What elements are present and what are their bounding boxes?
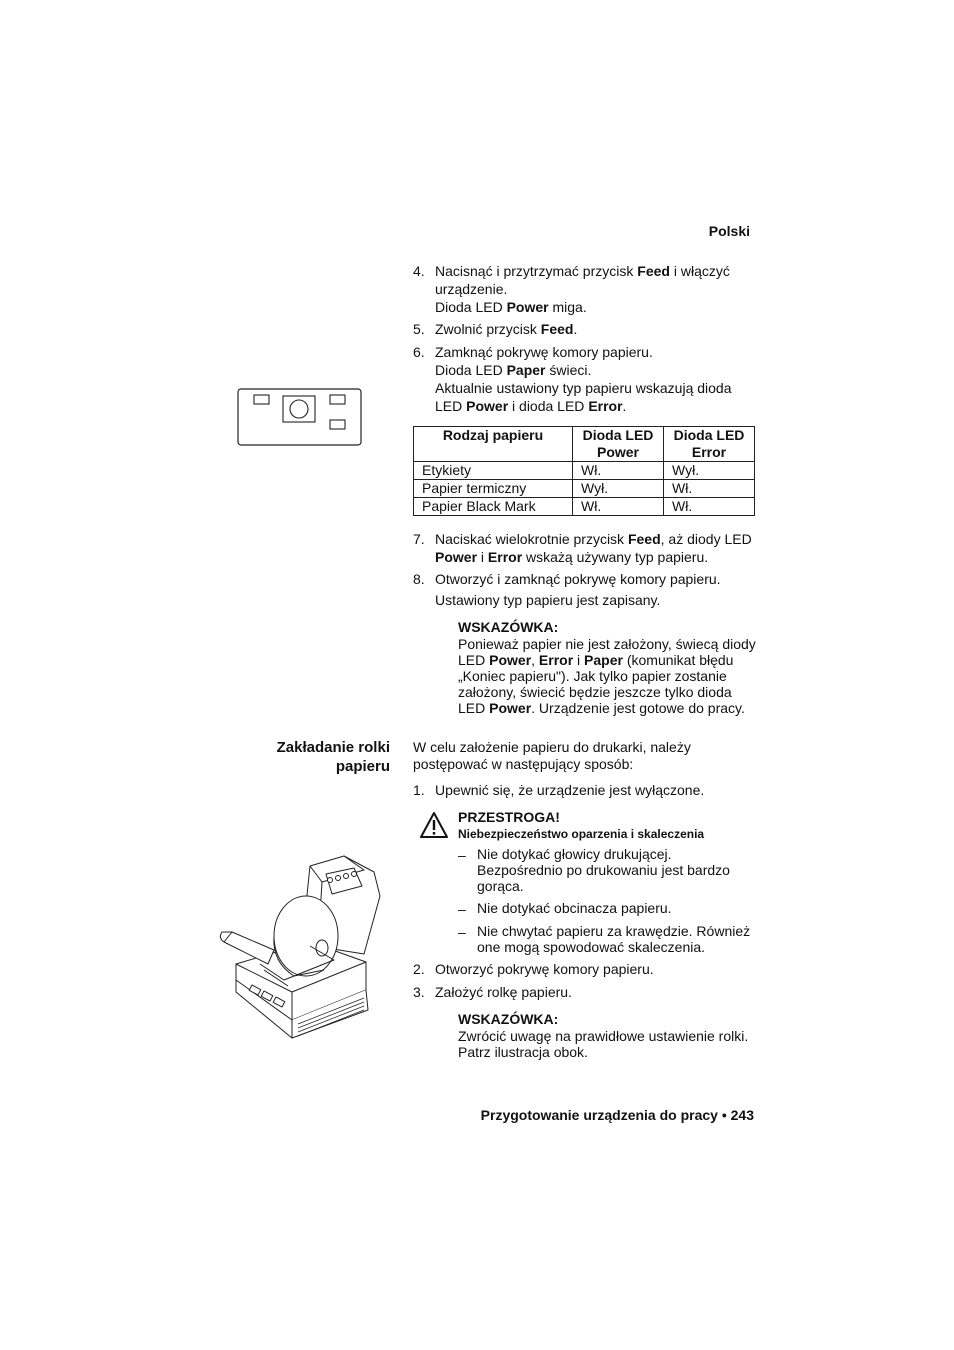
bold-term: Feed bbox=[540, 321, 574, 337]
bold-term: Power bbox=[489, 700, 532, 716]
list-text: Zwolnić przycisk Feed. bbox=[435, 321, 578, 337]
warning-triangle-icon bbox=[419, 811, 449, 839]
led-paper-icon bbox=[330, 395, 345, 404]
dash-bullet: – bbox=[458, 924, 466, 940]
list-subtext: Aktualnie ustawiony typ papieru wskazują dioda LED Power i dioda LED Error. bbox=[435, 380, 732, 414]
list-number: 6. bbox=[413, 344, 425, 360]
note-body: Zwrócić uwagę na prawidłowe ustawienie rolki. Patrz ilustracja obok. bbox=[458, 1028, 749, 1060]
bold-term: Paper bbox=[584, 652, 623, 668]
page-language-header: Polski bbox=[708, 223, 750, 239]
note-title: WSKAZÓWKA: bbox=[458, 619, 559, 635]
list-number: 1. bbox=[413, 782, 425, 798]
caution-item-text: Nie dotykać głowicy drukującej. Bezpośrednio po drukowaniu jest bardzo gorąca. bbox=[477, 846, 730, 894]
table-row bbox=[414, 480, 755, 498]
dash-bullet: – bbox=[458, 847, 466, 863]
list-text: Upewnić się, że urządzenie jest wyłączone. bbox=[435, 782, 705, 798]
list-text: Otworzyć pokrywę komory papieru. bbox=[435, 961, 654, 977]
note-title: WSKAZÓWKA: bbox=[458, 1011, 559, 1027]
paper-type-table bbox=[413, 426, 755, 516]
table-cell: Wł. bbox=[573, 498, 664, 516]
list-text: Otworzyć i zamknąć pokrywę komory papieru. Ustawiony typ papieru jest zapisany. bbox=[435, 570, 758, 609]
table-header-cell bbox=[664, 427, 755, 462]
bold-term: Feed bbox=[627, 531, 661, 547]
note-box bbox=[458, 1010, 758, 1060]
led-panel-illustration bbox=[237, 388, 363, 446]
list-number: 2. bbox=[413, 961, 425, 977]
list-subtext: Ustawiony typ papieru jest zapisany. bbox=[435, 592, 661, 608]
list-text: Zamknąć pokrywę komory papieru. Dioda LED Paper świeci. Aktualnie ustawiony typ papieru wskazują dioda LED Power i dioda LED Error. bbox=[435, 343, 758, 415]
bold-term: Paper bbox=[506, 362, 546, 378]
table-cell: Wył. bbox=[664, 462, 755, 480]
bold-term: Error bbox=[588, 398, 623, 414]
table-cell: Papier Black Mark bbox=[414, 498, 573, 516]
header-led-power: Dioda LED Power bbox=[582, 427, 654, 460]
bold-term: Power bbox=[506, 299, 549, 315]
list-text: Nacisnąć i przytrzymać przycisk Feed i włączyć urządzenie. Dioda LED Power miga. bbox=[435, 262, 758, 316]
list-number: 7. bbox=[413, 531, 425, 547]
caution-item-text: Nie chwytać papieru za krawędzie. Również one mogą spowodować skaleczenia. bbox=[477, 923, 751, 955]
header-led-error: Dioda LED Error bbox=[673, 427, 745, 460]
table-cell: Wył. bbox=[573, 480, 664, 498]
section-intro: W celu założenie papieru do drukarki, należy postępować w następujący sposób: bbox=[413, 739, 691, 772]
dash-bullet: – bbox=[458, 901, 466, 917]
list-number: 3. bbox=[413, 984, 425, 1000]
table-cell: Etykiety bbox=[414, 462, 573, 480]
bold-term: Power bbox=[489, 652, 532, 668]
note-body: Ponieważ papier nie jest założony, świecą diody LED Power, Error i Paper (komunikat błędu „Koniec papieru"). Jak tylko papier zostanie założony, świecić będzie jeszcze tylko dioda LED Power. Urządzenie jest gotowe do pracy. bbox=[458, 636, 756, 716]
bold-term: Error bbox=[487, 549, 523, 565]
list-subtext: Dioda LED Power miga. bbox=[435, 299, 587, 315]
note-box bbox=[458, 618, 758, 716]
table-cell: Wł. bbox=[664, 498, 755, 516]
led-error-icon bbox=[330, 420, 345, 429]
led-power-icon bbox=[254, 395, 269, 404]
bold-term: Feed bbox=[637, 263, 670, 279]
table-header-cell bbox=[573, 427, 664, 462]
printer-paper-roll-illustration bbox=[214, 852, 386, 1040]
table-cell: Wł. bbox=[573, 462, 664, 480]
section-heading bbox=[230, 738, 390, 776]
table-row bbox=[414, 498, 755, 516]
list-number: 5. bbox=[413, 321, 425, 337]
bold-term: Power bbox=[466, 398, 509, 414]
table-header-row bbox=[414, 427, 755, 462]
caution-item-text: Nie dotykać obcinacza papieru. bbox=[477, 900, 672, 916]
caution-title: PRZESTROGA! bbox=[458, 809, 560, 825]
list-subtext: Dioda LED Paper świeci. bbox=[435, 362, 592, 378]
bold-term: Power bbox=[435, 549, 478, 565]
list-text: Założyć rolkę papieru. bbox=[435, 984, 572, 1000]
table-row bbox=[414, 462, 755, 480]
list-number: 8. bbox=[413, 571, 425, 587]
list-number: 4. bbox=[413, 263, 425, 279]
table-header-cell: Rodzaj papieru bbox=[414, 427, 573, 462]
list-text: Naciskać wielokrotnie przycisk Feed, aż diody LED Power i Error wskażą używany typ papieru. bbox=[435, 531, 752, 565]
section-heading-line: Zakładanie rolki bbox=[276, 739, 390, 756]
page-footer: Przygotowanie urządzenia do pracy • 243 bbox=[480, 1107, 754, 1123]
table-cell: Papier termiczny bbox=[414, 480, 573, 498]
section-heading-line: papieru bbox=[335, 758, 390, 775]
caution-subtitle: Niebezpieczeństwo oparzenia i skaleczenia bbox=[458, 827, 705, 841]
bold-term: Error bbox=[538, 652, 574, 668]
table-cell: Wł. bbox=[664, 480, 755, 498]
